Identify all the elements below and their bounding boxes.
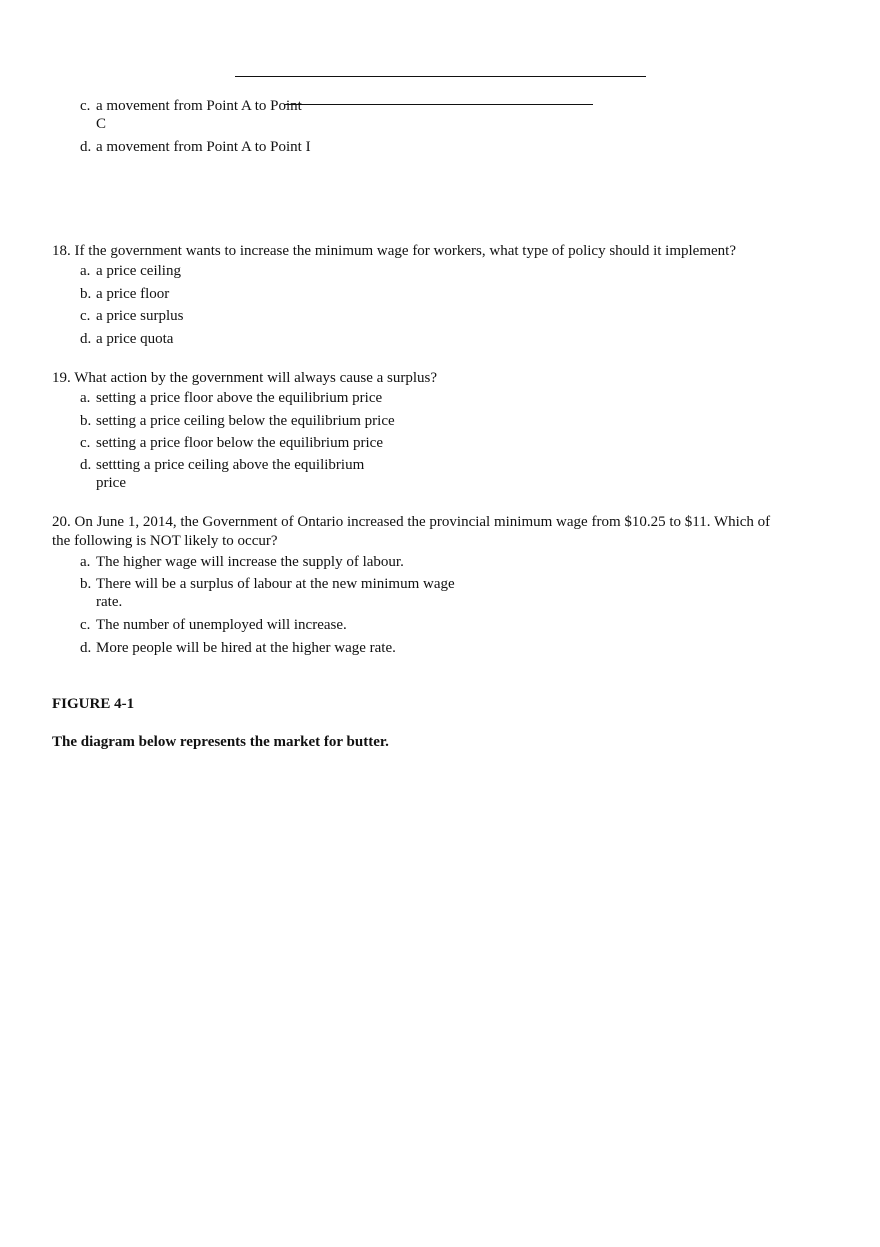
option-text: The number of unemployed will increase. (96, 617, 347, 633)
q19-option-a (80, 389, 382, 407)
top-rule (235, 76, 646, 77)
option-text: a movement from Point A to Point I (96, 139, 311, 155)
option-letter: a. (80, 390, 91, 406)
q20-option-c (80, 616, 347, 634)
option-letter: b. (80, 576, 92, 592)
option-text: a price quota (96, 331, 174, 347)
option-text-continued: C (96, 116, 107, 132)
figure-title: FIGURE 4-1 (52, 696, 135, 712)
q20-option-d (80, 639, 396, 657)
option-text: setting a price floor below the equilibrium price (96, 435, 383, 451)
option-letter: b. (80, 413, 92, 429)
option-letter: c. (80, 98, 91, 114)
q19-option-c (80, 434, 383, 452)
option-text: a price surplus (96, 308, 184, 324)
option-text: a price ceiling (96, 263, 181, 279)
q20-stem (52, 513, 770, 551)
q18-option-d (80, 330, 173, 348)
option-text: setting a price ceiling below the equilibrium price (96, 413, 395, 429)
q19-stem: 19. What action by the government will always cause a surplus? (52, 370, 438, 386)
option-text: settting a price ceiling above the equilibrium (96, 457, 365, 473)
option-text: More people will be hired at the higher wage rate. (96, 640, 396, 656)
q20-option-b (80, 575, 455, 611)
q20-stem-line2: the following is NOT likely to occur? (52, 533, 278, 549)
option-letter: b. (80, 286, 92, 302)
q19-option-d (80, 456, 364, 492)
q18-option-b (80, 285, 169, 303)
option-letter: d. (80, 457, 92, 473)
option-text: The higher wage will increase the supply of labour. (96, 554, 404, 570)
option-text: setting a price floor above the equilibrium price (96, 390, 383, 406)
option-letter: d. (80, 139, 92, 155)
overlay-rule (284, 104, 593, 105)
q18-option-a (80, 262, 181, 280)
option-text: There will be a surplus of labour at the new minimum wage (96, 576, 455, 592)
option-letter: a. (80, 554, 91, 570)
option-text-continued: price (96, 475, 126, 491)
q18-option-c (80, 307, 183, 325)
q20-stem-line1: 20. On June 1, 2014, the Government of Ontario increased the provincial minimum wage from $10.25 to $11. Which of (52, 514, 771, 530)
option-text: a price floor (96, 286, 170, 302)
option-text-continued: rate. (96, 594, 123, 610)
option-letter: c. (80, 435, 91, 451)
option-letter: d. (80, 640, 92, 656)
q17-option-c (80, 97, 302, 133)
figure-caption: The diagram below represents the market for butter. (52, 734, 389, 750)
option-letter: c. (80, 308, 91, 324)
q18-stem: 18. If the government wants to increase the minimum wage for workers, what type of policy should it implement? (52, 243, 736, 259)
option-letter: a. (80, 263, 91, 279)
option-text: a movement from Point A to Point (96, 98, 302, 114)
option-letter: c. (80, 617, 91, 633)
option-letter: d. (80, 331, 92, 347)
q20-option-a (80, 553, 404, 571)
q19-option-b (80, 412, 395, 430)
q17-option-d (80, 138, 311, 156)
